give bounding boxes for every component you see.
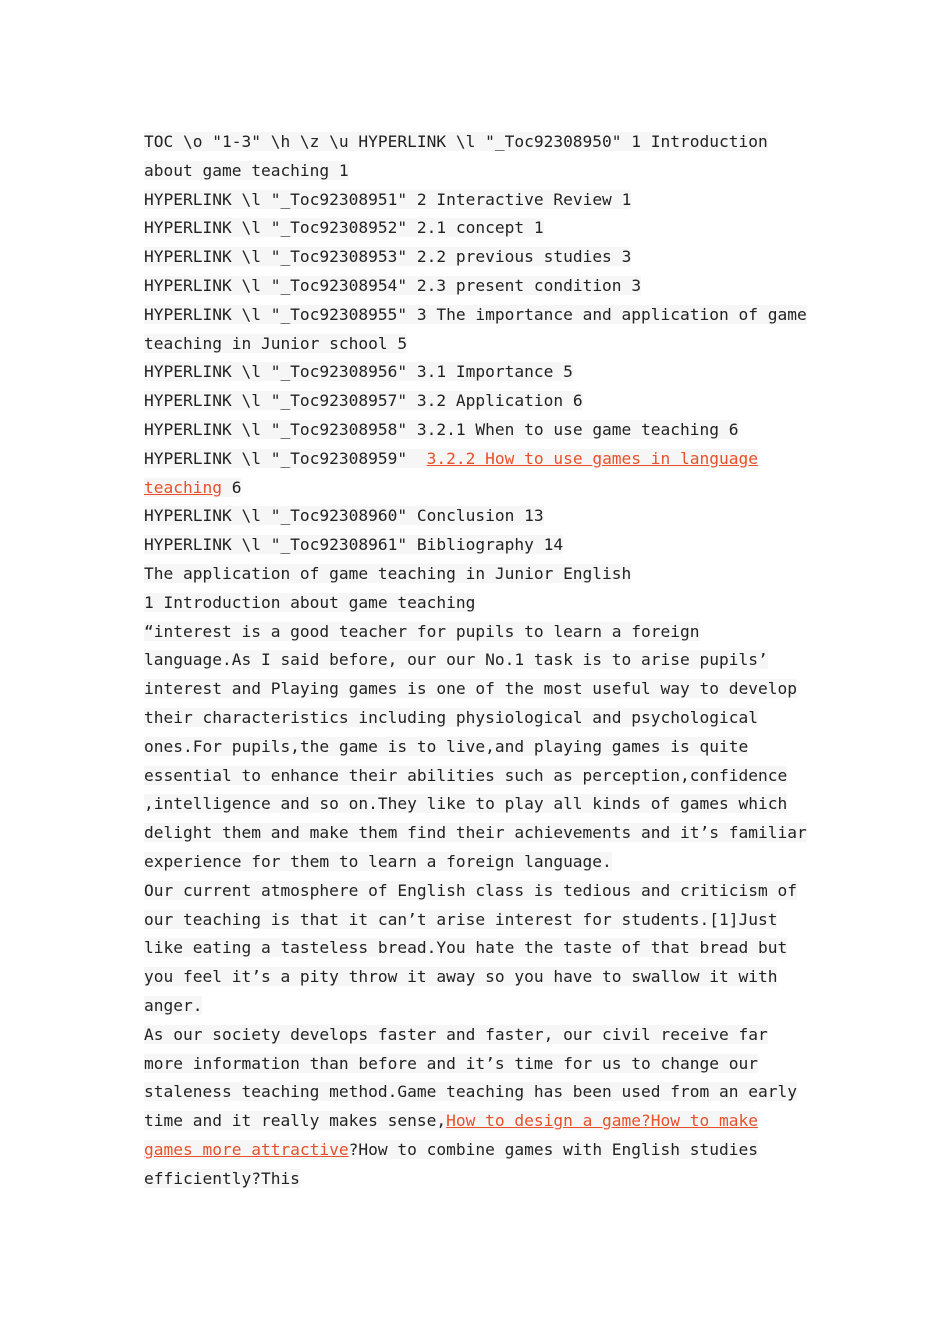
paragraph-2 (144, 877, 812, 1021)
paragraph-2-text: Our current atmosphere of English class is tedious and criticism of our teaching is that it can’t arise interest for students.[1]Just like eating a tasteless bread.You hate the taste of that bread but you feel it’s a pity throw it away so you have to swallow it with anger. (144, 880, 797, 1015)
paragraph-3-text-start: As our society develops faster and faster, our civil receive far more information than before and it’s time for us to change our staleness teaching method.Game teaching has been used from an early time and it really makes sense, (144, 1024, 797, 1131)
document-body (144, 128, 812, 1193)
toc-field-code: HYPERLINK \l "_Toc92308954" (144, 275, 408, 295)
toc-page: 13 (524, 506, 544, 526)
toc-entry-10[interactable] (144, 445, 812, 503)
toc-title: 3.1 Importance (416, 362, 554, 382)
toc-page: 1 (621, 189, 632, 209)
toc-entry-8[interactable] (144, 387, 812, 416)
toc-field-code: HYPERLINK \l "_Toc92308955" (144, 304, 408, 324)
toc-title: 2.1 concept (416, 218, 525, 238)
document-title (144, 560, 812, 589)
toc-page: 14 (543, 535, 564, 555)
toc-page: 5 (563, 362, 573, 382)
document-title-text: The application of game teaching in Junior English (144, 563, 632, 583)
toc-field-code: HYPERLINK \l "_Toc92308953" (144, 247, 408, 267)
toc-entry-12[interactable] (144, 531, 812, 560)
toc-page: 3 (621, 247, 632, 267)
toc-title: 1 Introduction about game teaching (144, 132, 768, 180)
toc-entry-6[interactable] (144, 301, 812, 359)
toc-entry-5[interactable] (144, 272, 812, 301)
section-heading (144, 589, 812, 618)
toc-title: Conclusion (416, 506, 515, 526)
toc-title: 3.2.1 When to use game teaching (416, 419, 720, 439)
toc-field-code: HYPERLINK \l "_Toc92308956" (144, 362, 408, 382)
toc-page: 5 (397, 333, 408, 353)
toc-field-code: HYPERLINK \l "_Toc92308957" (144, 391, 408, 411)
toc-title: 2.3 present condition (416, 275, 622, 295)
paragraph-3-text-end: ?How to combine games with English studies efficiently?This (144, 1139, 758, 1188)
paragraph-1-text: “interest is a good teacher for pupils to learn a foreign language.As I said before, our our No.1 task is to arise pupils’ interest and Playing games is one of the most useful way to develop their characteristics including physiological and psychological ones.For pupils,the game is to live,and playing games is quite essential to enhance their abilities such as perception,confidence ,intelligence and so on.They like to play all kinds of games which delight them and make them find their achievements and it’s familiar experience for them to learn a foreign language. (144, 621, 807, 871)
toc-field-code: HYPERLINK \l "_Toc92308958" (144, 419, 408, 439)
toc-title: 3 The importance and application of game teaching in Junior school (144, 304, 807, 353)
toc-field-code: TOC \o "1-3" \h \z \u HYPERLINK \l "_Toc92308950" (144, 132, 622, 151)
toc-link-how-to-use-games[interactable]: 3.2.2 How to use games in language teaching (144, 448, 758, 497)
design-game-link[interactable]: How to design a game?How to make games more attractive (144, 1111, 758, 1159)
toc-page: 6 (728, 419, 739, 439)
toc-entry-4[interactable] (144, 243, 812, 272)
toc-page: 6 (572, 391, 583, 411)
toc-page: 1 (533, 218, 544, 238)
toc-entry-2[interactable] (144, 186, 812, 215)
toc-page: 1 (338, 160, 349, 180)
toc-title: 2.2 previous studies (416, 247, 612, 267)
toc-field-code: HYPERLINK \l "_Toc92308960" (144, 506, 408, 526)
toc-field-code: HYPERLINK \l "_Toc92308952" (144, 218, 408, 238)
toc-entry-7[interactable] (144, 358, 812, 387)
toc-entry-1[interactable] (144, 128, 812, 186)
toc-title: 3.2 Application (416, 391, 564, 411)
toc-title: Bibliography (416, 535, 534, 555)
toc-page: 3 (631, 275, 642, 295)
paragraph-3 (144, 1021, 812, 1194)
paragraph-1 (144, 618, 812, 877)
toc-entry-3[interactable] (144, 214, 812, 243)
toc-entry-11[interactable] (144, 502, 812, 531)
toc-entry-9[interactable] (144, 416, 812, 445)
toc-field-code: HYPERLINK \l "_Toc92308961" (144, 535, 408, 555)
toc-field-code: HYPERLINK \l "_Toc92308951" (144, 189, 408, 209)
section-heading-text: 1 Introduction about game teaching (144, 592, 476, 612)
toc-field-code: HYPERLINK \l "_Toc92308959" (144, 448, 408, 468)
toc-page: 6 (231, 477, 242, 497)
toc-title: 2 Interactive Review (416, 189, 612, 209)
